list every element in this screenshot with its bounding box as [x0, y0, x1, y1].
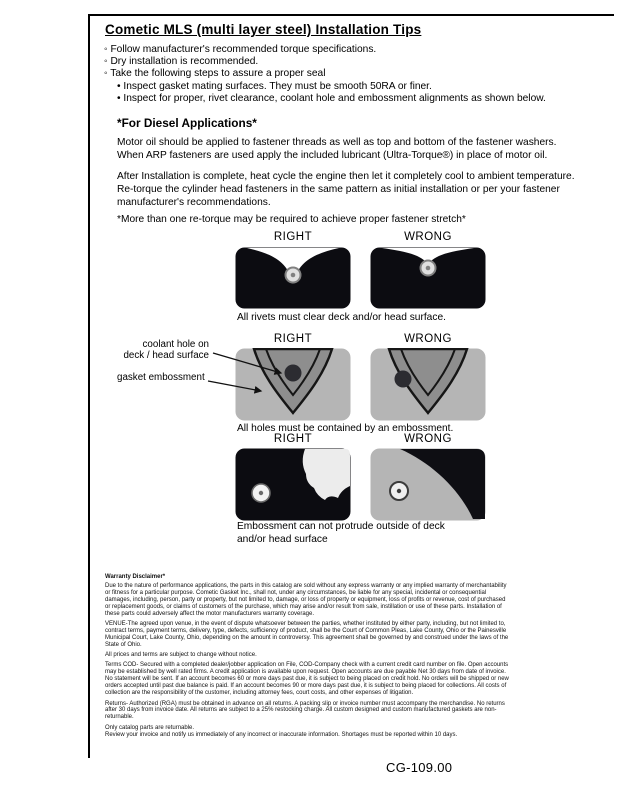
- rivet-clearance-right-diagram: [235, 247, 351, 309]
- label-line: coolant hole on: [142, 339, 209, 350]
- diesel-paragraph-2: After Installation is complete, heat cycle the engine then let it completely cool to ambient temperature. Re-torque the cylinder head fasteners in the same pattern as initial installation or per your fastener manufacturer's recommendations.: [117, 171, 575, 208]
- holes-caption: All holes must be contained by an embossment.: [237, 423, 454, 434]
- list-item: ◦ Take the following steps to assure a proper seal: [104, 68, 582, 80]
- right-label-row1: RIGHT: [273, 231, 313, 243]
- gasket-embossment-label: gasket embossment: [117, 372, 205, 383]
- list-sub-item: • Inspect gasket mating surfaces. They must be smooth 50RA or finer.: [117, 81, 582, 93]
- page-number: CG-109.00: [386, 760, 453, 775]
- list-sub-item: • Inspect for proper, rivet clearance, coolant hole and embossment alignments as shown below.: [117, 93, 582, 105]
- embossment-protrusion-right-diagram: [235, 448, 351, 521]
- label-line: deck / head surface: [123, 350, 209, 361]
- wrong-label-row2: WRONG: [404, 333, 452, 345]
- coolant-hole-label: [112, 339, 209, 361]
- protrusion-caption: Embossment can not protrude outside of deck and/or head surface: [237, 521, 445, 545]
- warranty-paragraph: Due to the nature of performance applications, the parts in this catalog are sold without any express warranty or any implied warranty of merchantability or fitness for a particular purpose. Cometic Gasket Inc., shall not, under any circumstances, be liable for any special, incidental or consequential damages, including, person, party or property, but not limited to, damage, or loss of property or equipment, loss of profits or revenue, cost of purchased or replacement goods, or claims of customers of the purchase, which may arise and/or result from sale, instillation or use of these parts. Installation of these parts could adversely affect the motor manufacturers warranty coverage.: [105, 582, 507, 617]
- page-title: Cometic MLS (multi layer steel) Installation Tips: [105, 22, 422, 37]
- installation-tips-list: [104, 44, 582, 105]
- right-label-row2: RIGHT: [273, 333, 313, 345]
- embossment-containment-wrong-diagram: [370, 348, 486, 421]
- diesel-applications-heading: *For Diesel Applications*: [117, 116, 257, 130]
- list-item: ◦ Dry installation is recommended.: [104, 56, 582, 68]
- wrong-label-row3: WRONG: [404, 433, 452, 445]
- warranty-title: Warranty Disclaimer*: [105, 574, 166, 580]
- rivet-clearance-wrong-diagram: [370, 247, 486, 309]
- warranty-paragraph: Review your invoice and notify us immediately of any incorrect or inaccurate information. Shortages must be reported within 10 days.: [105, 732, 458, 739]
- warranty-paragraph: VENUE-The agreed upon venue, in the event of dispute whatsoever between the parties, whether instituted by either party, including, but not limited to, contract terms, payment terms, delivery, type, defects, sufficiency of product, shall be the Court of Common Pleas, Lake County, Ohio or the Painesville Municipal Court, Lake County, Ohio, depending on the amount in controversy. This agreement shall be governed by and construed under the laws of the State of Ohio.: [105, 620, 509, 648]
- right-label-row3: RIGHT: [273, 433, 313, 445]
- list-item: ◦ Follow manufacturer's recommended torque specifications.: [104, 44, 582, 56]
- embossment-protrusion-wrong-diagram: [370, 448, 486, 521]
- retorque-note: *More than one re-torque may be required to achieve proper fastener stretch*: [117, 214, 466, 225]
- callout-arrow-lines: [203, 344, 295, 406]
- warranty-paragraph: Only catalog parts are returnable.: [105, 724, 195, 731]
- warranty-disclaimer-section: [105, 574, 509, 743]
- diesel-paragraph-1: Motor oil should be applied to fastener threads as well as top and bottom of the fastener washers. When ARP fasteners are used apply the included lubricant (Ultra-Torque®) in place of motor oil.: [117, 137, 557, 161]
- warranty-paragraph: Returns- Authorized (RGA) must be obtained in advance on all returns. A packing slip or invoice number must accompany the merchandise. No returns after 30 days from invoice date. All returns are subject to a 25% restocking charge. All custom designed and custom manufactured gaskets are non-returnable.: [105, 700, 505, 721]
- warranty-paragraph: All prices and terms are subject to change without notice.: [105, 652, 257, 659]
- wrong-label-row1: WRONG: [404, 231, 452, 243]
- rivet-caption: All rivets must clear deck and/or head surface.: [237, 312, 446, 323]
- warranty-paragraph: Terms COD- Secured with a completed dealer/jobber application on File, COD-Company check with a current credit card number on file. Open accounts may be established by well rated firms. A credit application is available upon request. Open accounts are due payable Net 30 days from date of invoice. No statement will be sent. If an account becomes 60 or more days past due, it is subject to being placed on credit hold. No orders will be shipped or new orders accepted until past due balance is paid. If an account becomes 90 or more days past due, it is subject to being placed for collections. All costs of collection are the responsibility of the customer, including attorney fees, court costs, and other expenses of litigation.: [105, 662, 509, 697]
